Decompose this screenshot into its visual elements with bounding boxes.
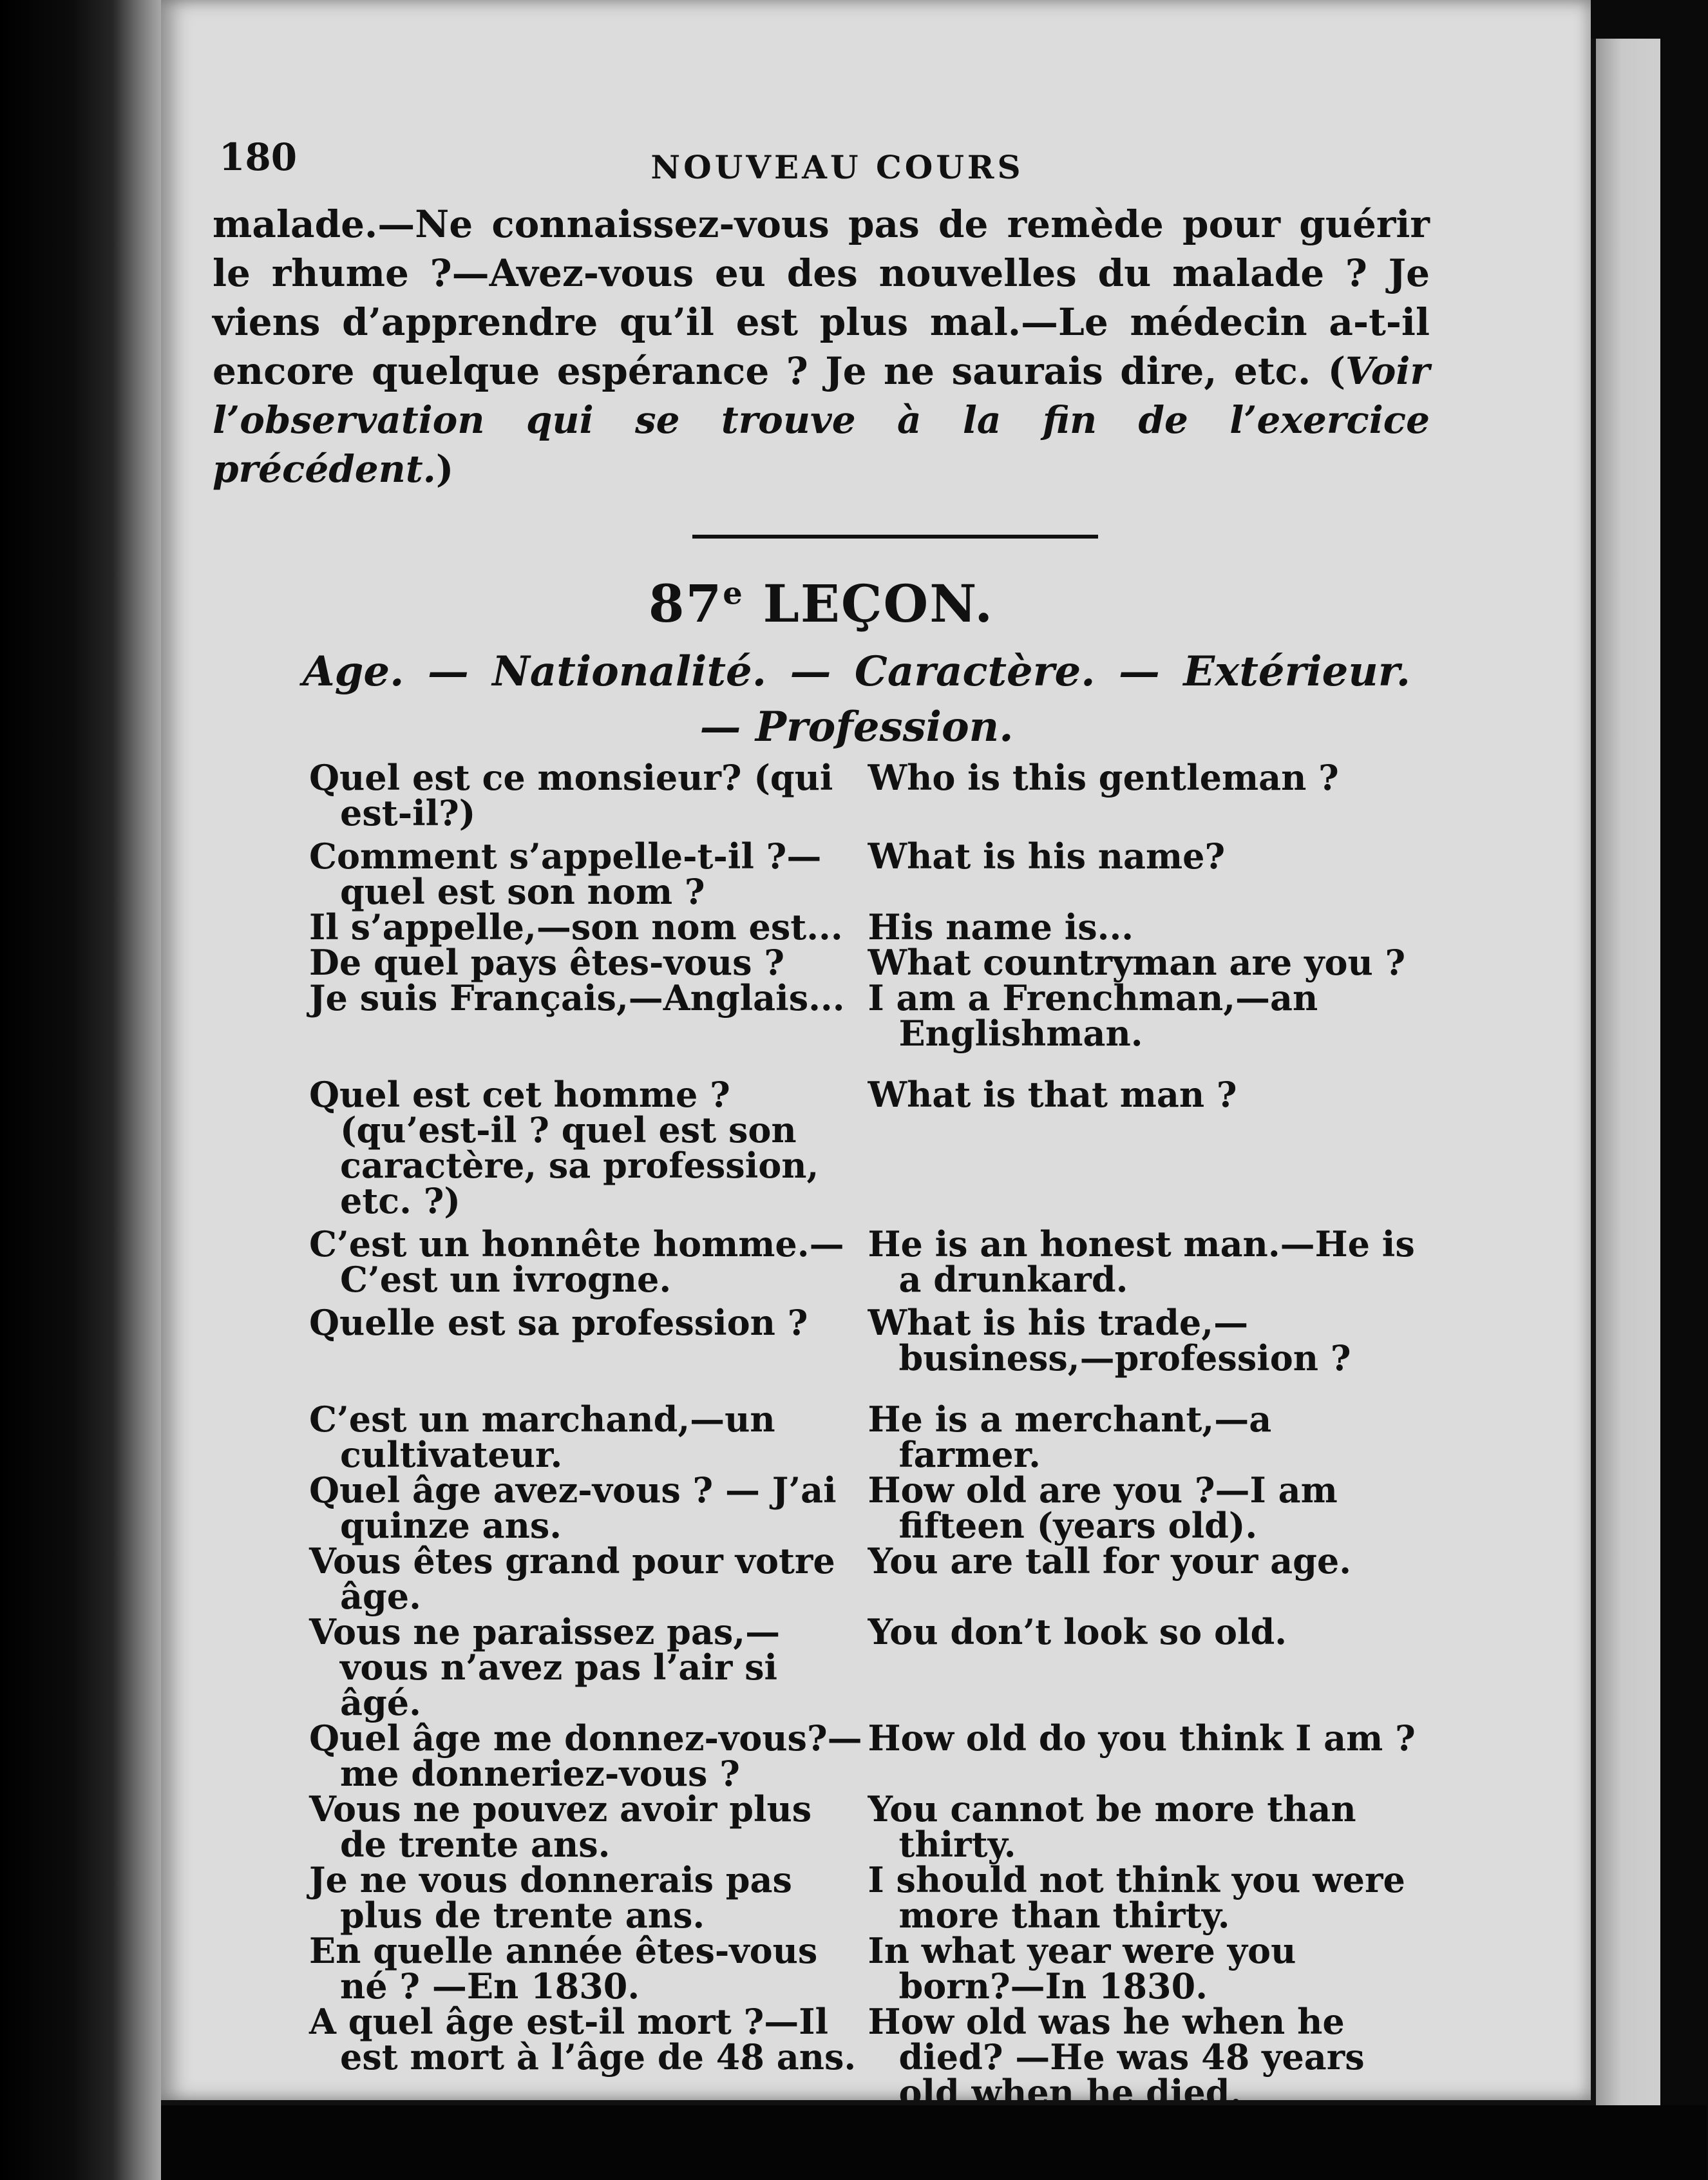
french-phrase: Je ne vous donnerais pas plus de trente ans. (309, 1859, 792, 1936)
vocab-row (309, 757, 1417, 834)
english-translation: How old was he when he died? —He was 48 years old when he died. (868, 2001, 1365, 2113)
french-phrase: Quel âge avez-vous ? — J’ai quinze ans. (309, 1469, 837, 1546)
next-page-edge (1591, 39, 1660, 2126)
vocabulary-list (309, 757, 1417, 2113)
vocab-row (309, 1717, 1417, 1794)
english-translation: How old are you ?—I am fifteen (years old). (868, 1469, 1338, 1546)
vocab-row (309, 1399, 1417, 1475)
section-divider (692, 535, 1098, 539)
closing-paren: ) (435, 447, 454, 491)
lesson-label: LEÇON. (763, 573, 994, 634)
french-phrase: Il s’appelle,—son nom est... (309, 906, 843, 948)
vocab-row (309, 1611, 1417, 1723)
vocab-row (309, 1930, 1417, 2007)
french-phrase: De quel pays êtes-vous ? (309, 942, 784, 983)
english-translation: He is an honest man.—He is a drunkard. (868, 1223, 1415, 1300)
lesson-ordinal: e (723, 575, 744, 612)
vocab-row (309, 942, 1417, 983)
english-translation: Who is this gentleman ? (868, 757, 1339, 798)
vocab-row (309, 1788, 1417, 1865)
english-translation: You don’t look so old. (868, 1611, 1287, 1652)
french-phrase: Quel est ce monsieur? (qui est-il?) (309, 757, 833, 834)
continuation-paragraph (213, 200, 1430, 493)
english-translation: What is that man ? (868, 1074, 1237, 1115)
french-phrase: C’est un marchand,—un cultivateur. (309, 1399, 775, 1475)
french-phrase: C’est un honnête homme.—C’est un ivrogne. (309, 1223, 844, 1300)
french-phrase: Je suis Français,—Anglais... (309, 977, 845, 1018)
english-translation: His name is... (868, 906, 1134, 948)
vocab-row (309, 977, 1417, 1054)
binding-edge (0, 0, 161, 2180)
french-phrase: Vous ne pouvez avoir plus de trente ans. (309, 1788, 812, 1865)
lesson-title (213, 573, 1430, 634)
page-header (219, 135, 1456, 193)
french-phrase: Comment s’appelle-t-il ?—quel est son nom ? (309, 836, 822, 912)
vocab-row (309, 1223, 1417, 1300)
english-translation: What is his name? (868, 836, 1226, 877)
english-translation: You are tall for your age. (868, 1540, 1352, 1582)
lesson-number: 87 (648, 573, 723, 634)
page-number: 180 (219, 135, 298, 179)
lesson-topics: Age. — Nationalité. — Caractère. — Extérieur. — Profession. (303, 647, 1410, 751)
english-translation: He is a merchant,—a farmer. (868, 1399, 1272, 1475)
running-head: NOUVEAU COURS (650, 148, 1024, 186)
observation-note: Voir l’observation qui se trouve à la fin de l’exercice précédent. (213, 349, 1430, 491)
english-translation: You cannot be more than thirty. (868, 1788, 1356, 1865)
scan-border (161, 2105, 1707, 2180)
english-translation: I should not think you were more than thirty. (868, 1859, 1405, 1936)
french-phrase: Vous ne paraissez pas,—vous n’avez pas l’air si âgé. (309, 1611, 781, 1723)
vocab-row (309, 1469, 1417, 1546)
vocab-row (309, 1859, 1417, 1936)
english-translation: I am a Frenchman,—an Englishman. (868, 977, 1318, 1054)
french-phrase: En quelle année êtes-vous né ? —En 1830. (309, 1930, 818, 2007)
english-translation: What is his trade,—business,—profession ? (868, 1302, 1351, 1379)
french-phrase: Quel âge me donnez-vous?—me donneriez-vous ? (309, 1717, 862, 1794)
continuation-text: malade.—Ne connaissez-vous pas de remède pour guérir le rhume ?—Avez-vous eu des nouvelles du malade ? Je viens d’apprendre qu’il est plus mal.—Le médecin a-t-il encore quelque espérance ? Je ne saurais dire, etc. ( (213, 202, 1430, 393)
vocab-row (309, 1302, 1417, 1379)
french-phrase: Vous êtes grand pour votre âge. (309, 1540, 835, 1617)
english-translation: How old do you think I am ? (868, 1717, 1416, 1759)
english-translation: What countryman are you ? (868, 942, 1406, 983)
french-phrase: Quelle est sa profession ? (309, 1302, 808, 1343)
french-phrase: Quel est cet homme ? (qu’est-il ? quel est son caractère, sa profession, etc. ?) (309, 1074, 819, 1221)
vocab-row (309, 836, 1417, 912)
french-phrase: A quel âge est-il mort ?—Il est mort à l’âge de 48 ans. (309, 2001, 857, 2078)
vocab-row (309, 1074, 1417, 1221)
vocab-row (309, 2001, 1417, 2113)
vocab-row (309, 906, 1417, 948)
vocab-row (309, 1540, 1417, 1617)
english-translation: In what year were you born?—In 1830. (868, 1930, 1296, 2007)
